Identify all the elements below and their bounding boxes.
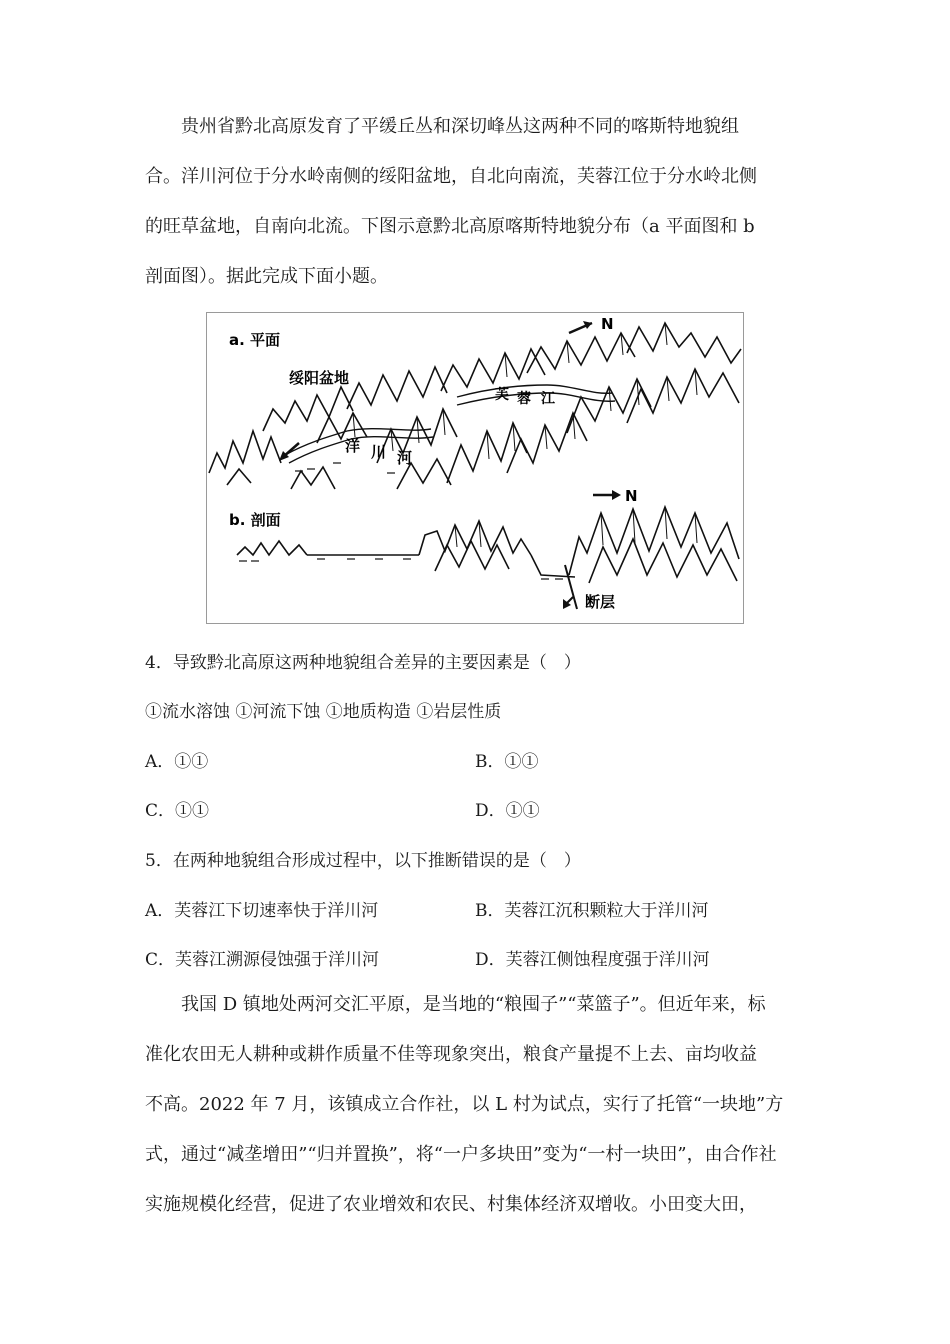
north-label: N [601,315,614,333]
passage2-line-5: 实施规模化经营，促进了农业增效和农民、村集体经济双增收。小田变大田， [145,1194,757,1215]
passage2-line-4: 式，通过“减垄增田”“归并置换”，将“一户多块田”变为“一村一块田”，由合作社 [145,1144,777,1165]
q5-option-a[interactable]: A．芙蓉江下切速率快于洋川河 [145,901,379,921]
question-4-stem: 4．导致黔北高原这两种地貌组合差异的主要因素是（ ） [145,653,581,673]
intro-line-4: 剖面图）。据此完成下面小题。 [145,266,388,287]
basin-label: 绥阳盆地 [289,369,350,387]
intro-line-2: 合。洋川河位于分水岭南侧的绥阳盆地，自北向南流，芙蓉江位于分水岭北侧 [145,166,757,187]
intro-passage [145,102,810,302]
section-shading [455,507,697,547]
north-label-section: N [625,487,638,505]
flow-arrow-icon [279,443,299,461]
plan-mountains [209,323,741,489]
river-he-char: 河 [397,449,413,467]
section-profile [237,507,739,583]
intro-line-1: 贵州省黔北高原发育了平缓丘丛和深切峰丛这两种不同的喀斯特地貌组 [181,116,739,137]
intro-line-3: 的旺草盆地，自南向北流。下图示意黔北高原喀斯特地貌分布（a 平面图和 b [145,216,755,237]
question-4-items: ①流水溶蚀 ①河流下蚀 ①地质构造 ①岩层性质 [145,702,502,722]
passage2-line-1: 我国 D 镇地处两河交汇平原，是当地的“粮囤子”“菜篮子”。但近年来，标 [181,994,766,1015]
q4-option-d[interactable]: D．①① [475,801,540,821]
q4-option-c[interactable]: C．①① [145,801,210,821]
furong-river [457,385,615,405]
river-jiang-char: 江 [541,391,555,407]
second-passage [145,980,810,1230]
q4-option-b[interactable]: B．①① [475,752,539,772]
q5-option-b[interactable]: B．芙蓉江沉积颗粒大于洋川河 [475,901,709,921]
section-sediment-dashes [239,559,563,579]
question-5-stem: 5．在两种地貌组合形成过程中，以下推断错误的是（ ） [145,851,581,871]
q5-option-c[interactable]: C．芙蓉江溯源侵蚀强于洋川河 [145,950,380,970]
q5-option-d[interactable]: D．芙蓉江侧蚀程度强于洋川河 [475,950,710,970]
north-arrow-icon [569,315,614,333]
passage2-line-2: 准化农田无人耕种或耕作质量不佳等现象突出，粮食产量提不上去、亩均收益 [145,1044,757,1065]
river-rong-char: 蓉 [517,391,531,407]
river-fu-char: 芙 [495,387,509,403]
river-chuan-char: 川 [371,443,387,461]
passage2-line-3: 不高。2022 年 7 月，该镇成立合作社，以 L 村为试点，实行了托管“一块地”方 [145,1094,784,1115]
fault-label: 断层 [585,593,616,611]
plan-terrain-dashes [295,463,395,473]
north-arrow-section-icon [593,487,638,505]
section-view-label: b. 剖面 [229,511,281,529]
river-yang-char: 洋 [345,437,361,455]
q4-option-a[interactable]: A．①① [145,752,209,772]
plan-view-label: a. 平面 [229,331,281,349]
karst-map-illustration [207,313,743,623]
karst-landform-figure [206,312,744,624]
